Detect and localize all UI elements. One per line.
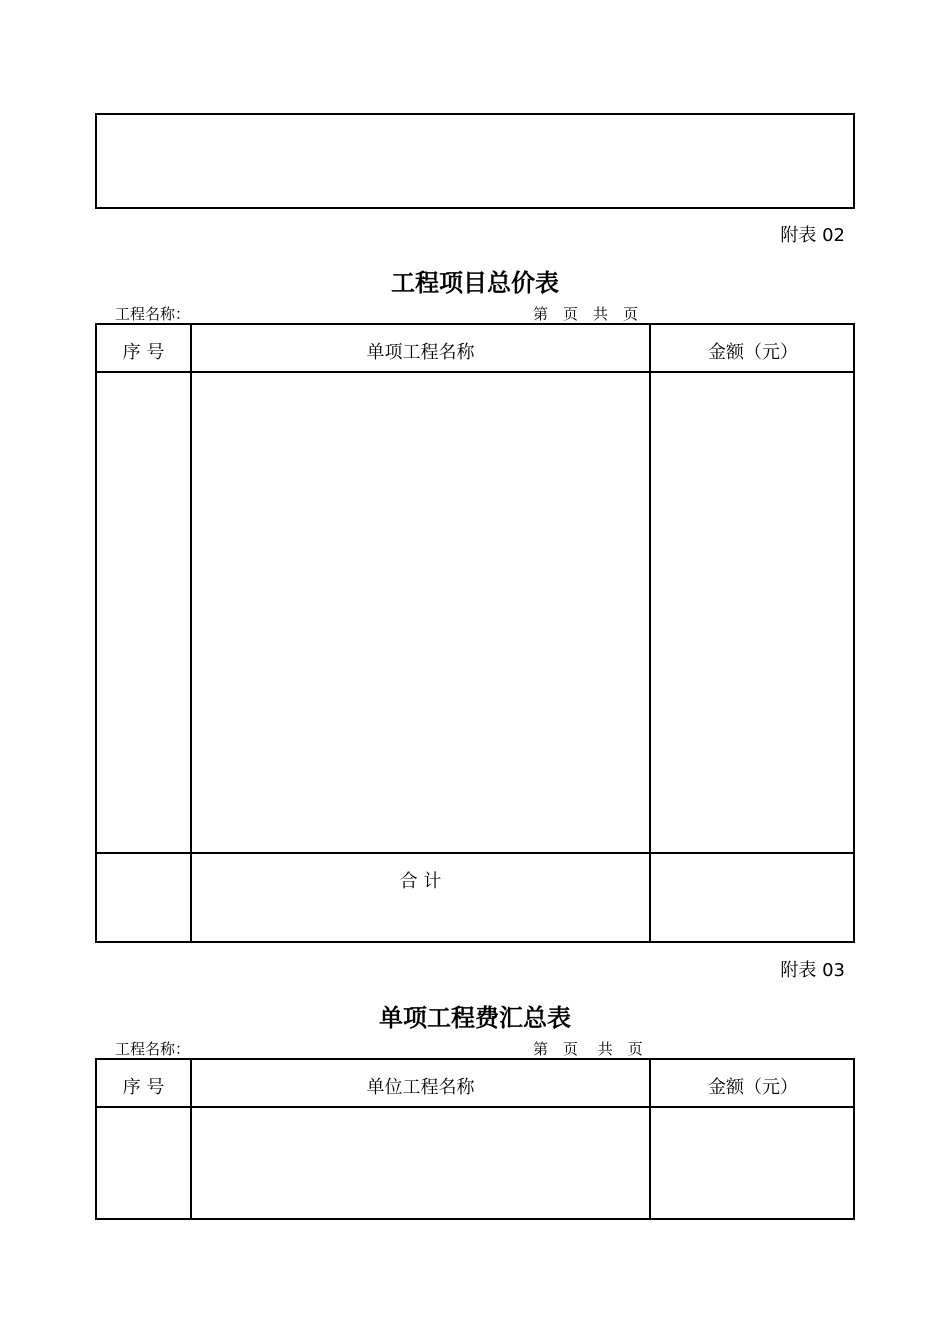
table2-title: 单项工程费汇总表 xyxy=(379,1004,571,1032)
table1-col-divider-2 xyxy=(649,323,651,943)
table2-page-info: 第 页 共 页 xyxy=(533,1040,643,1058)
table1-total-divider xyxy=(95,852,855,854)
top-empty-box xyxy=(95,113,855,209)
table1-header-divider xyxy=(95,371,855,373)
table2-header-amount: 金额（元） xyxy=(708,1077,798,1098)
table1-col-divider-1 xyxy=(190,323,192,943)
attachment-03-label: 附表 03 xyxy=(780,960,845,981)
table2-project-name-label: 工程名称： xyxy=(115,1040,191,1058)
table1-page-info: 第 页 共 页 xyxy=(533,305,639,323)
table1 xyxy=(95,323,855,943)
table2-header-divider xyxy=(95,1106,855,1108)
table1-title: 工程项目总价表 xyxy=(391,269,559,297)
table1-header-amount: 金额（元） xyxy=(708,342,798,363)
table1-header-name: 单项工程名称 xyxy=(366,342,475,363)
table1-project-name-label: 工程名称： xyxy=(115,305,191,323)
table1-header-seq: 序 号 xyxy=(122,342,165,363)
table2-header-name: 单位工程名称 xyxy=(366,1077,475,1098)
table1-total-label: 合 计 xyxy=(399,871,442,892)
attachment-02-label: 附表 02 xyxy=(780,225,845,246)
table2-header-seq: 序 号 xyxy=(122,1077,165,1098)
